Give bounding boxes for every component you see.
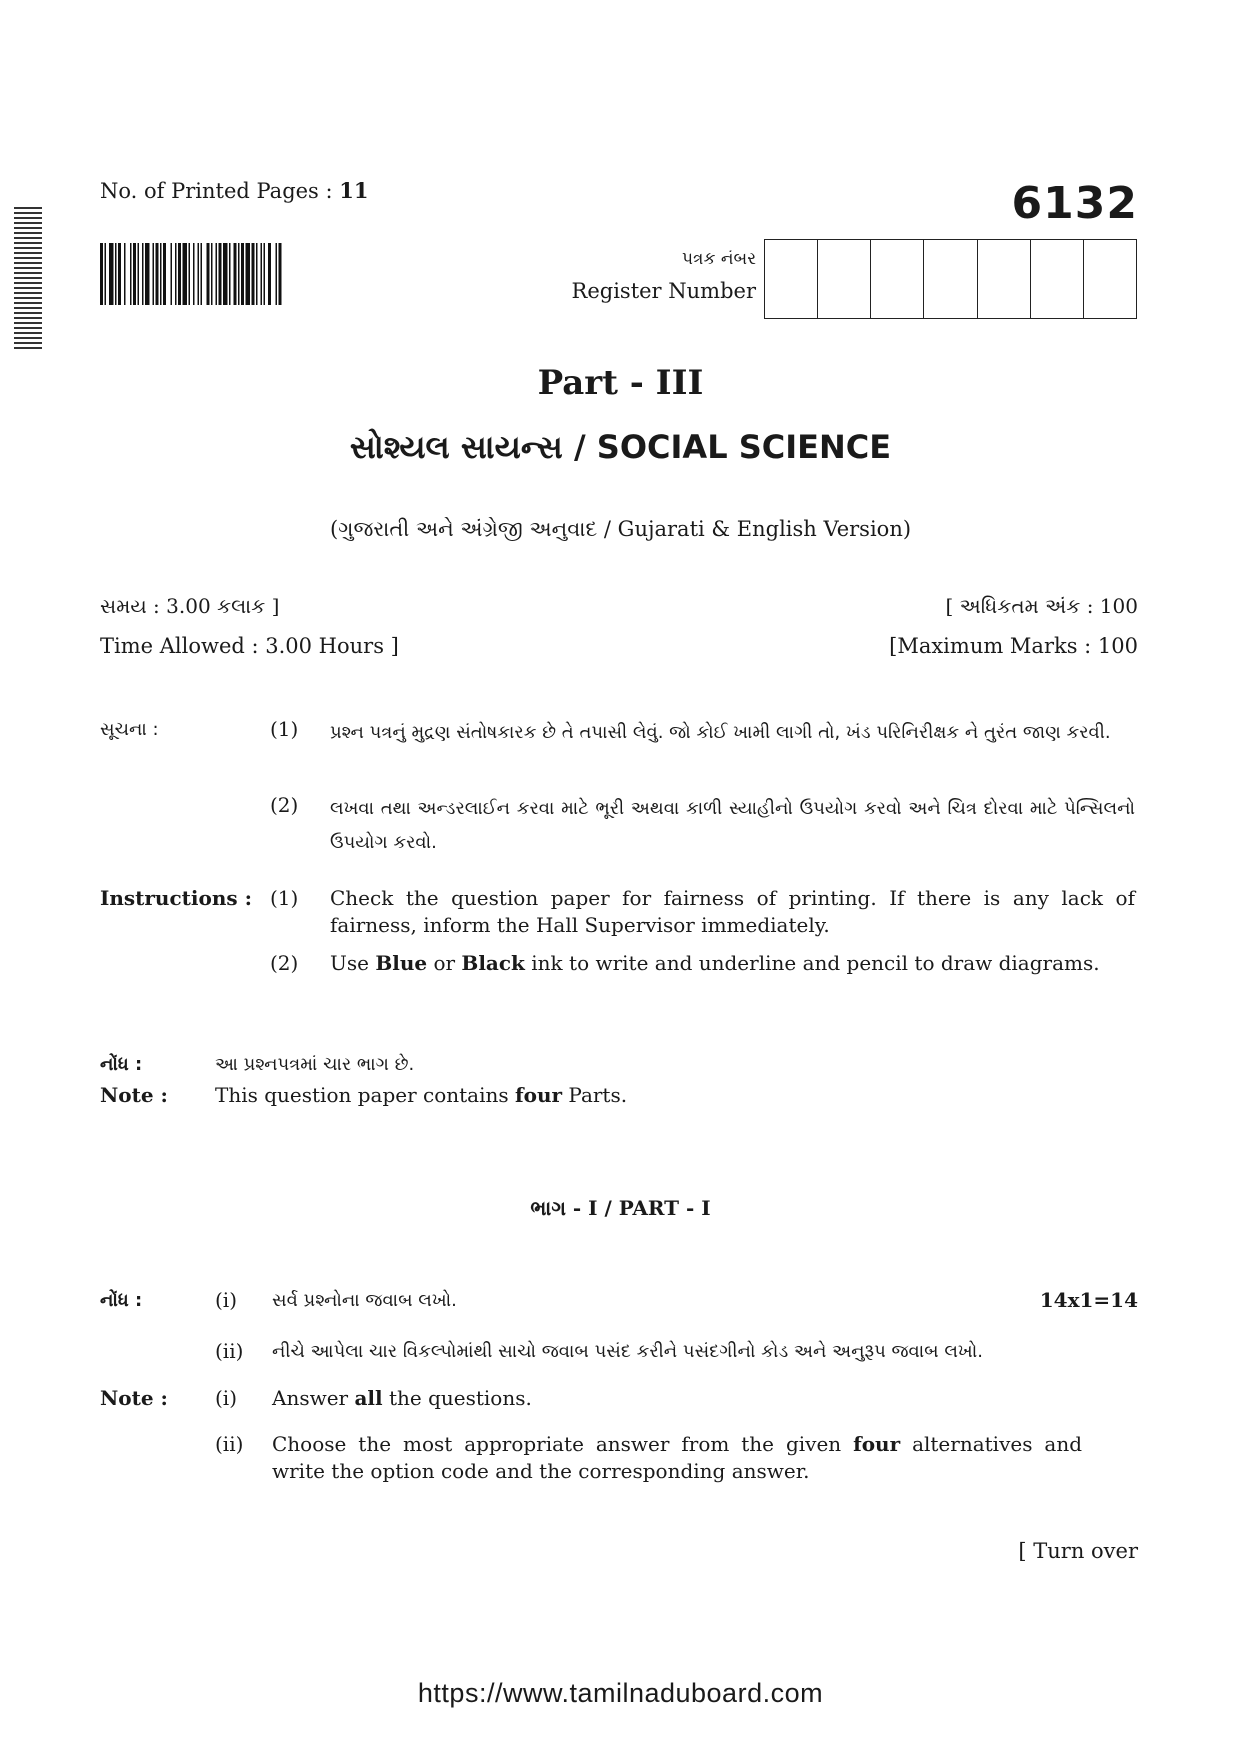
part-one-note-label-gu: નોંધ :: [100, 1290, 143, 1311]
instructions-label-gu: સૂચના :: [100, 719, 159, 740]
barcode-bar: [138, 243, 140, 305]
barcode-bar: [171, 243, 173, 305]
instruction-text-bold: Blue: [375, 951, 428, 975]
barcode-bar: [256, 243, 258, 305]
subject-title-en: SOCIAL SCIENCE: [596, 428, 892, 466]
barcode-bar: [142, 243, 144, 305]
register-digit-box[interactable]: [1084, 240, 1136, 318]
barcode-bar: [160, 243, 162, 305]
instructions-label: Instructions :: [100, 886, 252, 910]
barcode-bar: [100, 243, 103, 305]
note-item-post: the questions.: [382, 1386, 532, 1410]
note-text-gu: આ પ્રશ્નપત્રમાં ચાર ભાગ છે.: [215, 1054, 415, 1075]
barcode-bar: [241, 243, 244, 305]
barcode-bar: [109, 243, 114, 305]
note-item-pre: Answer: [272, 1386, 355, 1410]
printed-pages: [100, 178, 369, 203]
barcode-bar: [261, 243, 263, 305]
note-text: [215, 1082, 627, 1109]
barcode-bar: [105, 243, 107, 305]
printed-pages-label: No. of Printed Pages :: [100, 179, 333, 203]
barcode-bar: [276, 243, 278, 305]
note-item-post: alternatives and write the option code and the corresponding answer.: [272, 1432, 1083, 1483]
barcode-bar: [264, 243, 266, 305]
barcode-bar: [238, 243, 240, 305]
footer-url[interactable]: https://www.tamilnaduboard.com: [417, 1678, 824, 1708]
note-item-number: (i): [215, 1288, 238, 1312]
barcode-bar: [145, 243, 150, 305]
barcode-bar: [189, 243, 191, 305]
instruction-text: [330, 950, 1135, 977]
barcode-bar: [219, 243, 222, 305]
barcode-bar: [115, 243, 117, 305]
note-item-bold: all: [354, 1386, 383, 1410]
time-allowed: Time Allowed : 3.00 Hours ]: [100, 634, 399, 658]
barcode-bar: [130, 243, 132, 305]
instruction-text-bold: Black: [461, 951, 525, 975]
note-item-number: (ii): [215, 1339, 244, 1363]
barcode-bar: [279, 243, 282, 305]
max-marks-gu: [ અધિકતમ અંક : 100: [945, 594, 1138, 618]
barcode-bar: [211, 243, 213, 305]
instruction-text-gu: પ્રશ્ન પત્રનું મુદ્રણ સંતોષકારક છે તે તપાસી લેવું. જો કોઈ ખામી લાગી તો, ખંડ પરિનિરીક્ષક ને તુરંત જાણ કરવી.: [330, 722, 1111, 743]
barcode-bar: [207, 243, 210, 305]
part-one-heading: ભાગ - I / PART - I: [530, 1196, 711, 1220]
instruction-text-post: ink to write and underline and pencil to draw diagrams.: [524, 951, 1100, 975]
barcode-bar: [163, 243, 166, 305]
barcode-bar: [124, 243, 126, 305]
barcode-bar: [223, 243, 228, 305]
instruction-number: (2): [270, 951, 299, 975]
barcode-bar: [198, 243, 200, 305]
register-digit-box[interactable]: [924, 240, 977, 318]
barcode-bar: [183, 243, 188, 305]
note-item-text: [272, 1431, 1082, 1485]
register-digit-box[interactable]: [1031, 240, 1084, 318]
barcode-bar: [193, 243, 195, 305]
barcode-bar: [246, 243, 251, 305]
barcode-bar: [156, 243, 159, 305]
note-text-bold: four: [515, 1083, 563, 1107]
note-item-text: [272, 1385, 532, 1412]
paper-code: 6132: [1011, 178, 1138, 229]
register-number-label-gu: પત્રક નંબર: [682, 249, 756, 269]
barcode-image: [100, 243, 392, 305]
barcode-bar: [268, 243, 271, 305]
note-item-bold: four: [853, 1432, 901, 1456]
barcode-bar: [178, 243, 181, 305]
barcode-bar: [133, 243, 136, 305]
barcode-bar: [234, 243, 237, 305]
note-item-number: (i): [215, 1386, 238, 1410]
barcode-bar: [252, 243, 255, 305]
version-line: (ગુજરાતી અને અંગ્રેજી અનુવાદ / Gujarati & English Version): [329, 517, 912, 541]
register-digit-box[interactable]: [818, 240, 871, 318]
register-digit-box[interactable]: [765, 240, 818, 318]
part-title: Part - III: [537, 363, 704, 403]
note-text-post: Parts.: [562, 1083, 628, 1107]
part-one-note-label: Note :: [100, 1386, 168, 1410]
printed-pages-value: 11: [339, 178, 369, 203]
note-item-pre: Choose the most appropriate answer from the given: [272, 1432, 854, 1456]
instruction-text: Check the question paper for fairness of printing. If there is any lack of fairness, inform the Hall Supervisor immediately.: [330, 886, 1135, 937]
note-label-gu: નોંધ :: [100, 1054, 143, 1075]
barcode-bar: [201, 243, 203, 305]
barcode-bar: [153, 243, 155, 305]
side-tick-marks: [14, 207, 42, 355]
instruction-text-pre: Use: [330, 951, 376, 975]
note-item-text-gu: સર્વ પ્રશ્નોના જવાબ લખો.: [272, 1290, 457, 1311]
instruction-number: (1): [270, 717, 299, 741]
register-number-boxes[interactable]: [764, 239, 1137, 319]
register-digit-box[interactable]: [978, 240, 1031, 318]
subject-title-gu: સોશ્યલ સાયન્સ /: [349, 428, 586, 466]
barcode-bar: [229, 243, 231, 305]
subject-title: [0, 428, 1241, 467]
max-marks: [Maximum Marks : 100: [889, 634, 1138, 658]
instruction-text-mid: or: [427, 951, 462, 975]
instruction-number: (2): [270, 793, 299, 817]
barcode-bar: [118, 243, 121, 305]
time-allowed-gu: સમય : 3.00 કલાક ]: [100, 594, 280, 618]
turn-over-note: [ Turn over: [1018, 1539, 1138, 1563]
register-digit-box[interactable]: [871, 240, 924, 318]
part-one-marks: 14x1=14: [1039, 1288, 1138, 1312]
instruction-text-gu: લખવા તથા અન્ડરલાઈન કરવા માટે ભૂરી અથવા કાળી સ્યાહીનો ઉપયોગ કરવો અને ચિત્ર દોરવા માટે પેન્સિલનો ઉપયોગ કરવો.: [330, 798, 1135, 853]
barcode-bar: [175, 243, 177, 305]
instruction-number: (1): [270, 886, 299, 910]
note-label: Note :: [100, 1083, 168, 1107]
note-item-number: (ii): [215, 1432, 244, 1456]
note-item-text-gu: નીચે આપેલા ચાર વિકલ્પોમાંથી સાચો જવાબ પસંદ કરીને પસંદગીનો કોડ અને અનુરૂપ જવાબ લખો.: [272, 1341, 983, 1362]
barcode-bar: [216, 243, 218, 305]
register-number-label: Register Number: [571, 279, 756, 303]
note-text-pre: This question paper contains: [215, 1083, 515, 1107]
